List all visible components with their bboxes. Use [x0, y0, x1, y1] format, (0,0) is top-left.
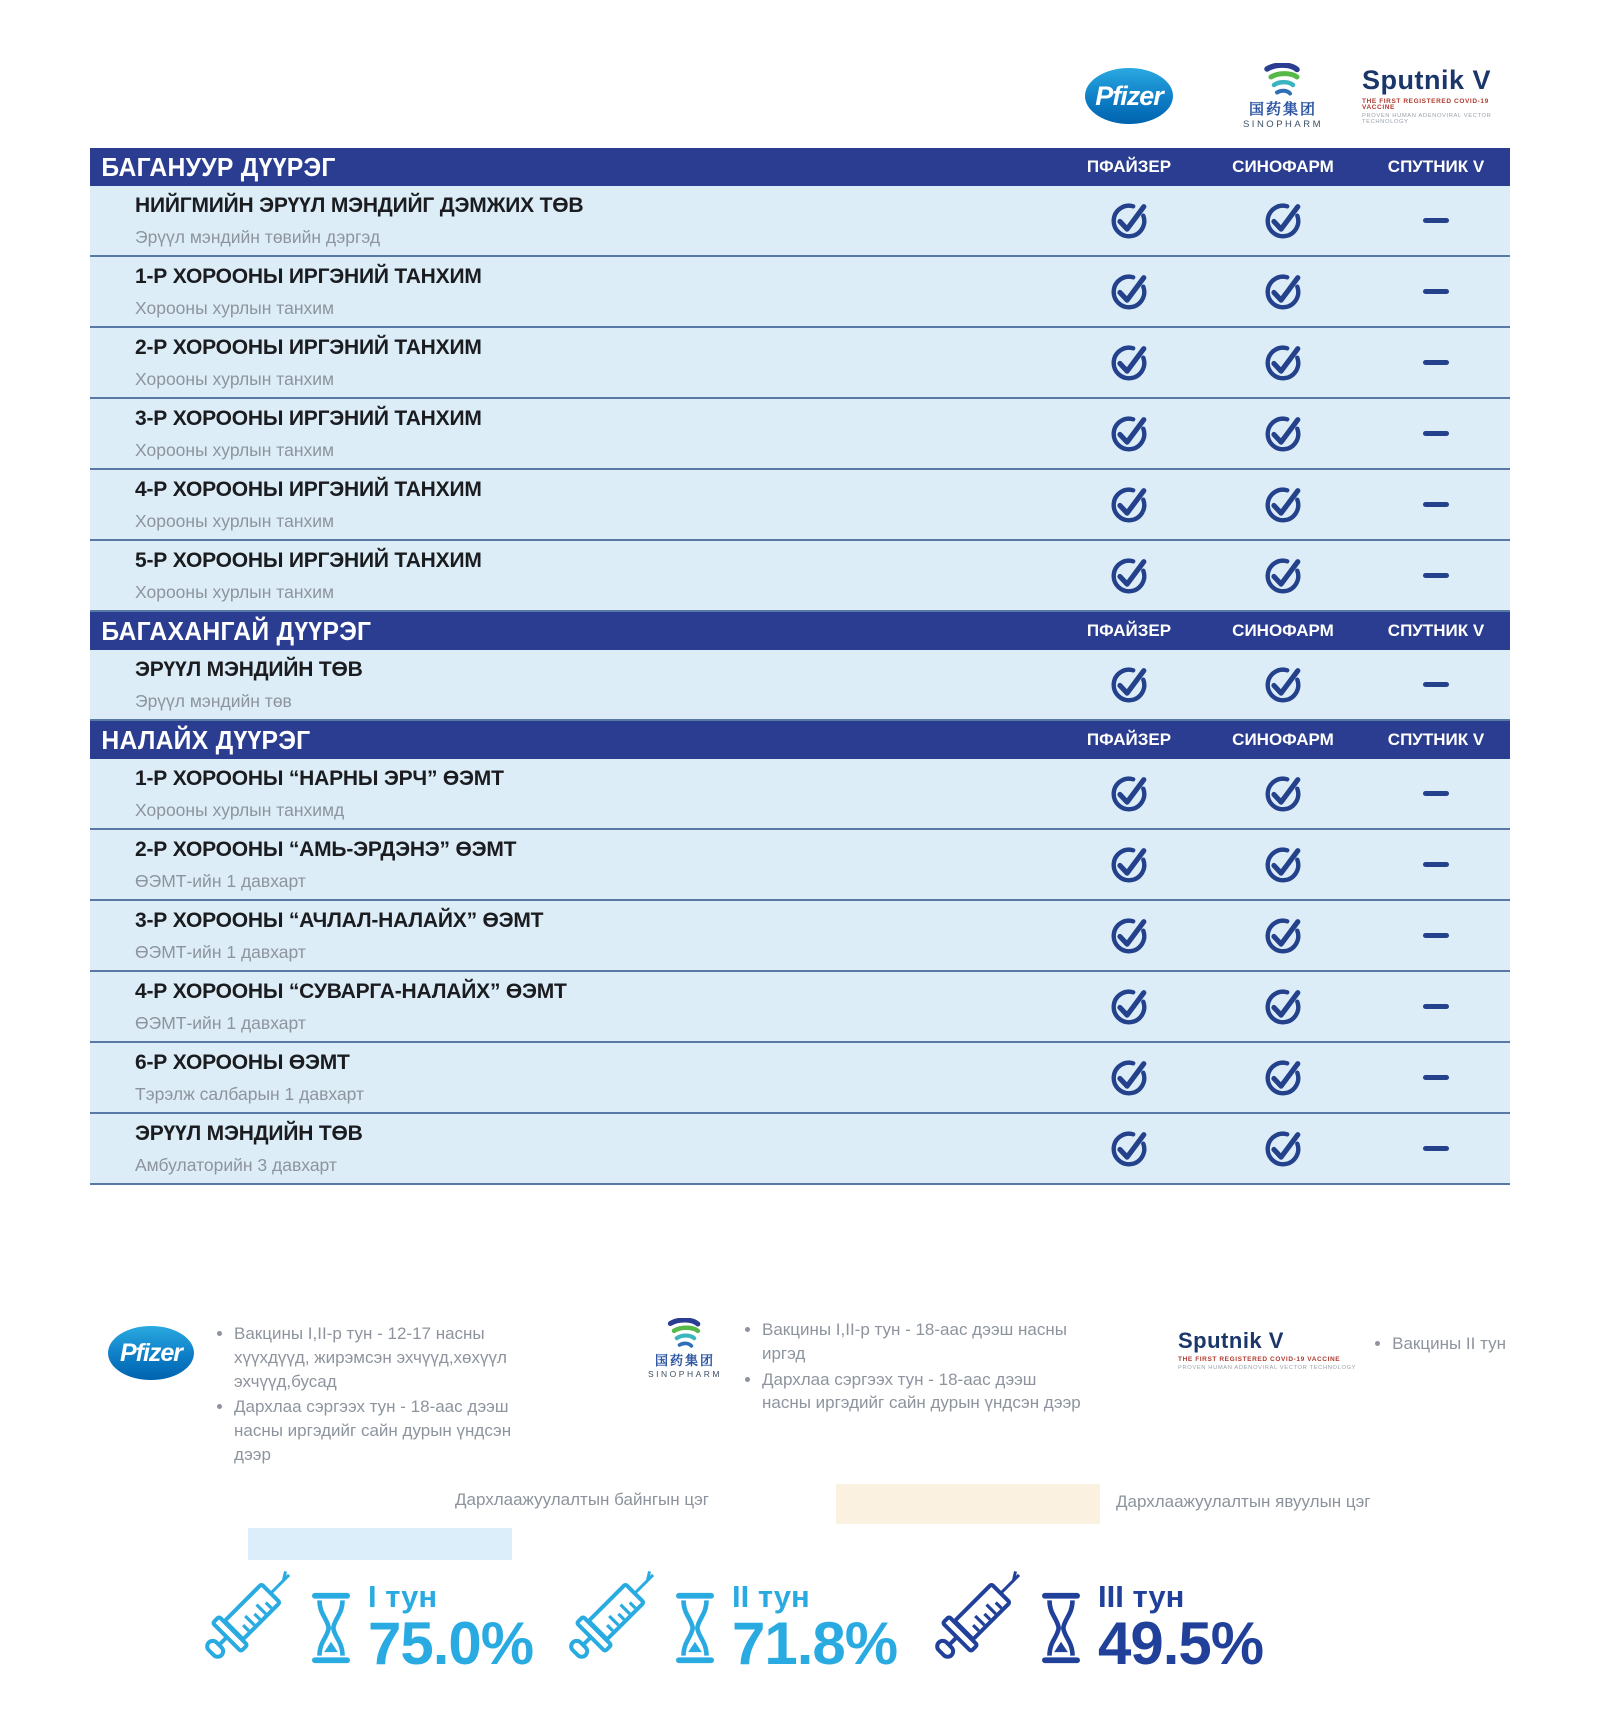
mark-cell-pfizer	[1054, 915, 1204, 957]
site-name: 1-Р ХОРООНЫ “НАРНЫ ЭРЧ” ӨЭМТ	[135, 766, 504, 790]
syringe-icon	[535, 1529, 699, 1693]
site-location: Хорооны хурлын танхим	[135, 581, 335, 602]
dose-value: 71.8%	[732, 1610, 898, 1677]
dash-icon	[1423, 1004, 1449, 1009]
check-icon	[1262, 664, 1304, 706]
site-name: 6-Р ХОРООНЫ ӨЭМТ	[135, 1050, 350, 1074]
table-row	[90, 470, 1510, 541]
section-title: БАГАНУУР ДҮҮРЭГ	[101, 151, 336, 182]
legend-label-mobile-point: Дархлаажуулалтын явуулын цэг	[1116, 1492, 1371, 1511]
site-location: Хорооны хурлын танхим	[135, 439, 335, 460]
dash-icon	[1423, 1146, 1449, 1151]
dash-icon	[1423, 933, 1449, 938]
column-header-sputnik: СПУТНИК V	[1387, 730, 1485, 749]
check-icon	[1108, 413, 1150, 455]
mark-cell-pfizer	[1054, 773, 1204, 815]
mark-cell-sinopharm	[1204, 200, 1362, 242]
mark-cell-sinopharm	[1204, 342, 1362, 384]
footnote-pfizer	[108, 1322, 534, 1469]
check-icon	[1108, 200, 1150, 242]
mark-cell-sputnik	[1362, 289, 1510, 294]
dose-label: II тун	[732, 1579, 810, 1614]
site-location: ӨЭМТ-ийн 1 давхарт	[135, 870, 306, 891]
sputnik-logo-text: Sputnik V	[1362, 64, 1492, 95]
mark-cell-sinopharm	[1204, 773, 1362, 815]
pfizer-logo-icon	[1085, 68, 1173, 124]
check-icon	[1108, 773, 1150, 815]
check-icon	[1262, 773, 1304, 815]
check-icon	[1108, 986, 1150, 1028]
mark-cell-pfizer	[1054, 844, 1204, 886]
mark-cell-pfizer	[1054, 413, 1204, 455]
check-icon	[1262, 413, 1304, 455]
check-icon	[1262, 915, 1304, 957]
mark-cell-pfizer	[1054, 986, 1204, 1028]
sputnik-tagline-1: THE FIRST REGISTERED COVID-19 VACCINE	[1362, 97, 1489, 112]
mark-cell-sputnik	[1362, 791, 1510, 796]
sinopharm-swoosh-icon	[1260, 63, 1306, 99]
dose-value: 75.0%	[368, 1610, 534, 1677]
site-name: 3-Р ХОРООНЫ “АЧЛАЛ-НАЛАЙХ” ӨЭМТ	[135, 908, 544, 932]
column-header-pfizer: ПФАЙЗЕР	[1086, 157, 1172, 176]
site-name: 3-Р ХОРООНЫ ИРГЭНИЙ ТАНХИМ	[135, 406, 482, 430]
section-header	[90, 721, 1510, 759]
sinopharm-logo-icon: 国药集团 SINOPHARM	[648, 1318, 722, 1379]
dash-icon	[1423, 360, 1449, 365]
check-icon	[1108, 1128, 1150, 1170]
site-location: Хорооны хурлын танхим	[135, 510, 335, 531]
column-header-sinopharm: СИНОФАРМ	[1232, 621, 1334, 640]
table-row	[90, 1114, 1510, 1185]
footnote-sinopharm	[648, 1318, 1082, 1417]
check-icon	[1108, 664, 1150, 706]
site-location: Амбулаторийн 3 давхарт	[135, 1154, 337, 1175]
sputnik-tagline-2: PROVEN HUMAN ADENOVIRAL VECTOR TECHNOLOGY	[1362, 112, 1492, 125]
site-name: 4-Р ХОРООНЫ ИРГЭНИЙ ТАНХИМ	[135, 477, 482, 501]
dash-icon	[1423, 218, 1449, 223]
mark-cell-sputnik	[1362, 1004, 1510, 1009]
mark-cell-sinopharm	[1204, 413, 1362, 455]
footnote-item: • Вакцины I,II-р тун - 18-аас дээш насны иргэд	[762, 1318, 1082, 1366]
mark-cell-sputnik	[1362, 360, 1510, 365]
check-icon	[1262, 342, 1304, 384]
pfizer-logo-text: Pfizer	[1095, 80, 1163, 111]
check-icon	[1108, 342, 1150, 384]
site-name: ЭРҮҮЛ МЭНДИЙН ТӨВ	[135, 1121, 363, 1145]
section-title: БАГАХАНГАЙ ДҮҮРЭГ	[101, 615, 372, 646]
footnote-item: • Дархлаа сэргээх тун - 18-аас дээш насны иргэдийг сайн дурын үндсэн дээр	[762, 1368, 1082, 1416]
sinopharm-en-text: SINOPHARM	[1242, 118, 1324, 130]
check-icon	[1108, 1057, 1150, 1099]
mark-cell-pfizer	[1054, 271, 1204, 313]
sputnik-logo	[1362, 48, 1510, 144]
pfizer-logo	[1054, 48, 1204, 144]
column-header-sputnik: СПУТНИК V	[1387, 157, 1485, 176]
table-row	[90, 541, 1510, 612]
section-title: НАЛАЙХ ДҮҮРЭГ	[101, 724, 311, 755]
dose-label: I тун	[368, 1579, 438, 1614]
table-row	[90, 650, 1510, 721]
site-location: Хорооны хурлын танхим	[135, 297, 335, 318]
check-icon	[1108, 915, 1150, 957]
table-row	[90, 399, 1510, 470]
footnote-item: • Вакцины II тун	[1392, 1332, 1532, 1356]
dash-icon	[1423, 862, 1449, 867]
site-name: 1-Р ХОРООНЫ ИРГЭНИЙ ТАНХИМ	[135, 264, 482, 288]
pfizer-logo-icon: Pfizer	[108, 1326, 194, 1380]
mark-cell-pfizer	[1054, 664, 1204, 706]
column-header-sinopharm: СИНОФАРМ	[1232, 730, 1334, 749]
sputnik-logo-icon: Sputnik V THE FIRST REGISTERED COVID-19 VACCINE PROVEN HUMAN ADENOVIRAL VECTOR TECHNOLOGY	[1178, 1328, 1357, 1371]
mark-cell-sinopharm	[1204, 986, 1362, 1028]
column-header-sinopharm: СИНОФАРМ	[1232, 157, 1334, 176]
site-name: 5-Р ХОРООНЫ ИРГЭНИЙ ТАНХИМ	[135, 548, 482, 572]
check-icon	[1108, 844, 1150, 886]
table-row	[90, 972, 1510, 1043]
table-row	[90, 830, 1510, 901]
table-row	[90, 328, 1510, 399]
table-row	[90, 186, 1510, 257]
site-location: Хорооны хурлын танхимд	[135, 799, 345, 820]
site-name: 2-Р ХОРООНЫ ИРГЭНИЙ ТАНХИМ	[135, 335, 482, 359]
dose-stat-2	[556, 1546, 898, 1677]
mark-cell-pfizer	[1054, 555, 1204, 597]
dose-label: III тун	[1098, 1579, 1185, 1614]
check-icon	[1108, 271, 1150, 313]
check-icon	[1262, 484, 1304, 526]
table-row	[90, 1043, 1510, 1114]
dose-stat-1	[192, 1546, 534, 1677]
section-header	[90, 612, 1510, 650]
mark-cell-sputnik	[1362, 431, 1510, 436]
vaccination-table	[90, 148, 1510, 1185]
mark-cell-sinopharm	[1204, 1057, 1362, 1099]
site-location: Хорооны хурлын танхим	[135, 368, 335, 389]
mark-cell-sinopharm	[1204, 915, 1362, 957]
sinopharm-logo	[1204, 48, 1362, 144]
mark-cell-pfizer	[1054, 484, 1204, 526]
check-icon	[1262, 200, 1304, 242]
mark-cell-sinopharm	[1204, 844, 1362, 886]
site-location: ӨЭМТ-ийн 1 давхарт	[135, 941, 306, 962]
table-row	[90, 257, 1510, 328]
sinopharm-swoosh-icon	[664, 1318, 706, 1351]
mark-cell-sputnik	[1362, 502, 1510, 507]
table-row	[90, 759, 1510, 830]
column-header-pfizer: ПФАЙЗЕР	[1086, 621, 1172, 640]
mark-cell-sinopharm	[1204, 1128, 1362, 1170]
legend-swatch-mobile-point	[836, 1484, 1100, 1524]
dash-icon	[1423, 1075, 1449, 1080]
mark-cell-sputnik	[1362, 682, 1510, 687]
dose-stat-3	[922, 1546, 1264, 1677]
mark-cell-sputnik	[1362, 862, 1510, 867]
syringe-icon	[171, 1529, 335, 1693]
footnote-item: • Дархлаа сэргээх тун - 18-аас дээш насны иргэдийг сайн дурын үндсэн дээр	[234, 1395, 534, 1466]
dash-icon	[1423, 431, 1449, 436]
mark-cell-sputnik	[1362, 1075, 1510, 1080]
column-header-sputnik: СПУТНИК V	[1387, 621, 1485, 640]
mark-cell-sinopharm	[1204, 484, 1362, 526]
legend-label-permanent-point: Дархлаажуулалтын байнгын цэг	[455, 1490, 709, 1509]
dash-icon	[1423, 502, 1449, 507]
mark-cell-pfizer	[1054, 200, 1204, 242]
dash-icon	[1423, 791, 1449, 796]
mark-cell-sinopharm	[1204, 271, 1362, 313]
site-name: ЭРҮҮЛ МЭНДИЙН ТӨВ	[135, 657, 363, 681]
sinopharm-cn-text: 国药集团	[1248, 100, 1317, 118]
mark-cell-sinopharm	[1204, 664, 1362, 706]
dash-icon	[1423, 682, 1449, 687]
dash-icon	[1423, 573, 1449, 578]
vendor-logo-header	[90, 48, 1510, 144]
site-location: Эрүүл мэндийн төв	[135, 690, 292, 711]
table-row	[90, 901, 1510, 972]
dose-value: 49.5%	[1098, 1610, 1264, 1677]
dash-icon	[1423, 289, 1449, 294]
check-icon	[1262, 844, 1304, 886]
site-name: НИЙГМИЙН ЭРҮҮЛ МЭНДИЙГ ДЭМЖИХ ТӨВ	[135, 193, 584, 217]
check-icon	[1262, 271, 1304, 313]
footnote-sputnik	[1178, 1330, 1532, 1371]
mark-cell-sinopharm	[1204, 555, 1362, 597]
mark-cell-sputnik	[1362, 1146, 1510, 1151]
footnote-item: • Вакцины I,II-р тун - 12-17 насны хүүхдүүд, жирэмсэн эхчүүд,хөхүүл эхчүүд,бусад	[234, 1322, 534, 1393]
section-header	[90, 148, 1510, 186]
mark-cell-sputnik	[1362, 573, 1510, 578]
mark-cell-pfizer	[1054, 1128, 1204, 1170]
mark-cell-sputnik	[1362, 218, 1510, 223]
check-icon	[1108, 484, 1150, 526]
check-icon	[1262, 986, 1304, 1028]
site-location: ӨЭМТ-ийн 1 давхарт	[135, 1012, 306, 1033]
mark-cell-pfizer	[1054, 342, 1204, 384]
check-icon	[1262, 1057, 1304, 1099]
site-location: Тэрэлж салбарын 1 давхарт	[135, 1083, 365, 1104]
check-icon	[1262, 555, 1304, 597]
check-icon	[1262, 1128, 1304, 1170]
site-location: Эрүүл мэндийн төвийн дэргэд	[135, 226, 381, 247]
check-icon	[1108, 555, 1150, 597]
syringe-icon	[901, 1529, 1065, 1693]
site-name: 2-Р ХОРООНЫ “АМЬ-ЭРДЭНЭ” ӨЭМТ	[135, 837, 517, 861]
mark-cell-sputnik	[1362, 933, 1510, 938]
site-name: 4-Р ХОРООНЫ “СУВАРГА-НАЛАЙХ” ӨЭМТ	[135, 979, 567, 1003]
mark-cell-pfizer	[1054, 1057, 1204, 1099]
column-header-pfizer: ПФАЙЗЕР	[1086, 730, 1172, 749]
